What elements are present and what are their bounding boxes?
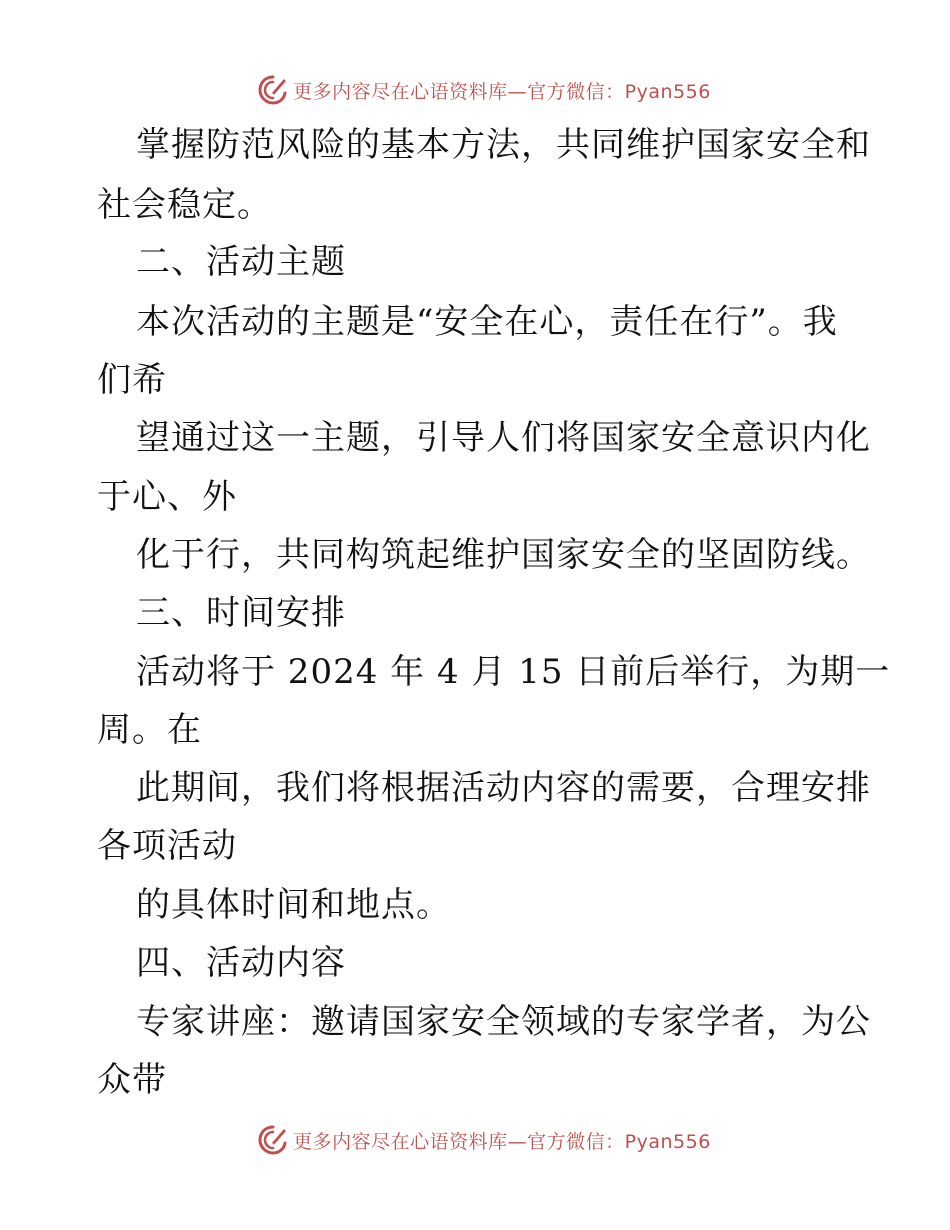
watermark-text: 更多内容尽在心语资料库—官方微信：Pyan556 bbox=[293, 1130, 711, 1153]
paragraph-line: 此期间，我们将根据活动内容的需要，合理安排 bbox=[136, 768, 871, 808]
paragraph-line: 本次活动的主题是“安全在心，责任在行”。我 bbox=[136, 302, 838, 342]
paragraph-line: 社会稳定。 bbox=[97, 185, 272, 225]
watermark-text: 更多内容尽在心语资料库—官方微信：Pyan556 bbox=[293, 80, 711, 103]
paragraph-line: 众带 bbox=[97, 1060, 167, 1100]
paragraph-line: 们希 bbox=[97, 360, 167, 400]
paragraph-line: 化于行，共同构筑起维护国家安全的坚固防线。 bbox=[136, 535, 871, 575]
paragraph-line: 掌握防范风险的基本方法，共同维护国家安全和 bbox=[136, 125, 871, 165]
paragraph-line: 于心、外 bbox=[97, 477, 237, 517]
pen-nib-swirl-icon bbox=[257, 1124, 289, 1156]
section-heading: 三、时间安排 bbox=[136, 593, 346, 633]
paragraph-line: 活动将于 2024 年 4 月 15 日前后举行，为期一 bbox=[136, 652, 891, 692]
footer-watermark bbox=[0, 1120, 950, 1160]
section-heading: 二、活动主题 bbox=[136, 242, 346, 282]
paragraph-line: 专家讲座：邀请国家安全领域的专家学者，为公 bbox=[136, 1002, 871, 1042]
paragraph-line: 望通过这一主题，引导人们将国家安全意识内化 bbox=[136, 418, 871, 458]
section-heading: 四、活动内容 bbox=[136, 943, 346, 983]
paragraph-line: 的具体时间和地点。 bbox=[136, 885, 451, 925]
paragraph-line: 各项活动 bbox=[97, 826, 237, 866]
paragraph-line: 周。在 bbox=[97, 710, 202, 750]
